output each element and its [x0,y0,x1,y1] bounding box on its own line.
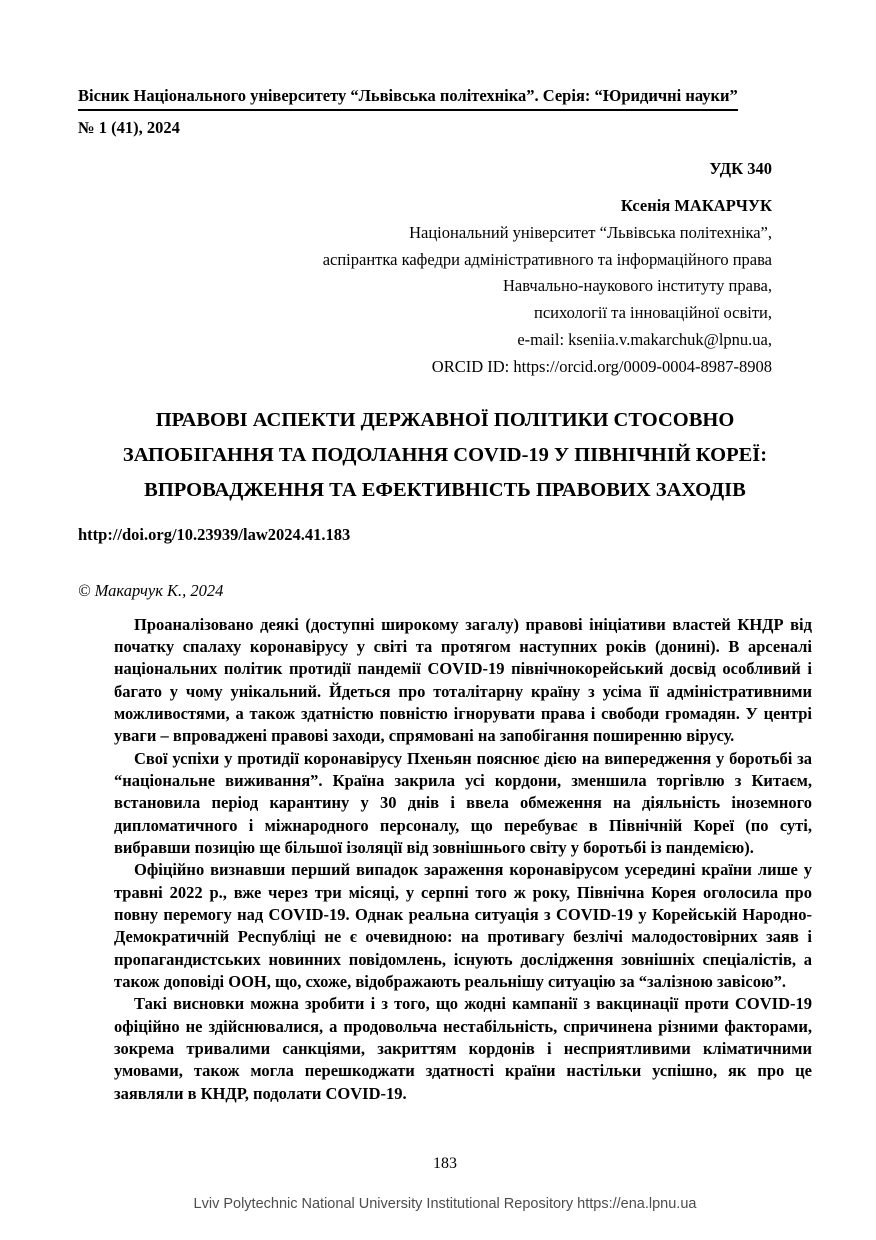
journal-title: Вісник Національного університету “Львівська політехніка”. Серія: “Юридичні науки” [78,86,738,111]
author-affiliation-line: Національний університет “Львівська політехніка”, [409,222,772,242]
udc-code: УДК 340 [709,159,772,178]
repository-notice: Lviv Polytechnic National University Institutional Repository https://ena.lpnu.ua [193,1196,697,1213]
author-orcid: ORCID ID: https://orcid.org/0009-0004-8987-8908 [431,356,772,376]
abstract-paragraph: Офіційно визнавши перший випадок зараження коронавірусом усередині країни лише у травні 2022 р., вже через три місяці, у серпні того ж року, Північна Корея оголосила про повну перемогу над COVID-19. Однак реальна ситуація з COVID-19 у Корейській Народно-Демократичній Республіці не є очевидною: на противагу безлічі малодостовірних заяв і пропагандистських новинних повідомлень, існують дослідження зовнішніх спеціалістів, а також доповіді ООН, що, схоже, відображають реальнішу ситуацію за “залізною завісою”. [114,860,812,992]
running-head [78,86,812,138]
article-title-line: ВПРОВАДЖЕННЯ ТА ЕФЕКТИВНІСТЬ ПРАВОВИХ ЗАХОДІВ [144,478,746,501]
article-title-line: ЗАПОБІГАННЯ ТА ПОДОЛАННЯ COVID-19 У ПІВНІЧНІЙ КОРЕЇ: [122,443,768,466]
abstract-paragraph: Такі висновки можна зробити і з того, що жодні кампанії з вакцинації проти COVID-19 офіційно не здійснювалися, а продовольча нестабільність, спричинена різними факторами, зокрема тривалими санкціями, закриттям кордонів і несприятливими кліматичними умовами, також могла перешкоджати здатності країни настільки успішно, як про це заявляли в КНДР, подолати COVID-19. [114,994,812,1103]
article-title [78,403,812,508]
author-affiliation-line: Навчально-наукового інституту права, [503,276,772,296]
doi-link: http://doi.org/10.23939/law2024.41.183 [78,524,351,544]
abstract-paragraph: Проаналізовано деякі (доступні широкому загалу) правові ініціативи властей КНДР від початку спалаху коронавірусу у світі та протягом наступних років (донині). В арсеналі національних політик протидії пандемії COVID-19 північнокорейський досвід особливий і багато у чому унікальний. Йдеться про тоталітарну країну з усіма її адміністративними можливостями, а також здатністю повністю ігнорувати права і свободи громадян. У центрі уваги – впроваджені правові заходи, спрямовані на запобігання поширенню вірусу. [114,614,812,746]
abstract [114,614,812,1106]
author-email: e-mail: kseniia.v.makarchuk@lpnu.ua, [517,329,772,349]
author-name: Ксенія МАКАРЧУК [620,196,772,215]
author-affiliation-line: аспірантка кафедри адміністративного та інформаційного права [322,249,772,269]
author-affiliation-line: психології та інноваційної освіти, [534,303,772,323]
copyright-notice: © Макарчук К., 2024 [78,580,224,600]
article-title-line: ПРАВОВІ АСПЕКТИ ДЕРЖАВНОЇ ПОЛІТИКИ СТОСОВНО [155,408,735,431]
author-block [78,193,812,381]
issue-number: № 1 (41), 2024 [78,118,180,137]
abstract-paragraph: Свої успіхи у протидії коронавірусу Пхеньян пояснює дією на випередження у боротьбі за “національне виживання”. Країна закрила усі кордони, зменшила торгівлю з Китаєм, встановила період карантину у 30 днів і ввела обмеження на діяльність іноземного дипломатичного і міжнародного персоналу, що перебуває в Північній Кореї (по суті, вибравши позицію ще більшої ізоляції від зовнішнього світу у боротьбі із пандемією). [114,748,812,858]
page-number: 183 [433,1155,457,1173]
